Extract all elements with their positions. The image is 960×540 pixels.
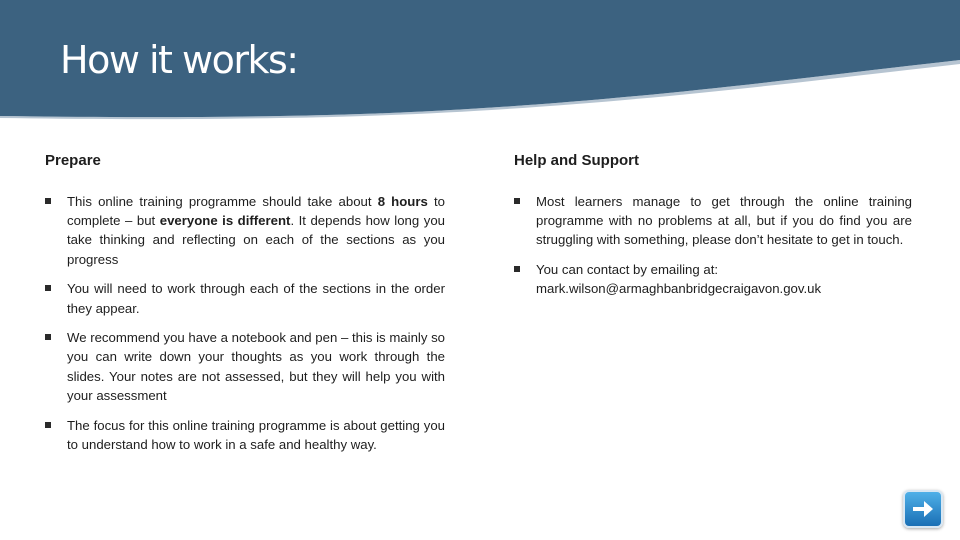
support-column — [514, 150, 912, 309]
prepare-heading: Prepare — [45, 152, 101, 169]
prepare-column — [45, 150, 445, 464]
item-text-part: to complete – but — [67, 194, 445, 229]
next-slide-button[interactable] — [903, 490, 943, 528]
bullet-icon — [45, 334, 51, 340]
item-text: Most learners manage to get through the online training programme with no problems at all, but if you do find you are struggling with something, please don’t hesitate to get in touch. — [536, 194, 912, 248]
list-item — [45, 192, 445, 269]
list-item — [45, 416, 445, 454]
item-text: You will need to work through each of the sections in the order they appear. — [67, 281, 445, 316]
bullet-icon — [45, 422, 51, 428]
list-item — [45, 279, 445, 317]
contact-email[interactable]: mark.wilson@armaghbanbridgecraigavon.gov.uk — [536, 281, 822, 297]
support-list — [514, 192, 912, 299]
contact-text: You can contact by emailing at: — [536, 262, 719, 278]
bullet-icon — [514, 198, 520, 204]
item-text: We recommend you have a notebook and pen – this is mainly so you can write down your thoughts as you work through the slides. Your notes are not assessed, but they will help you with your assessment — [67, 330, 446, 403]
bullet-icon — [45, 198, 51, 204]
page-title: How it works: — [60, 38, 298, 82]
item-text-part: . It depends how long you take thinking and reflecting on each of the sections as you progress — [67, 213, 445, 267]
list-item — [514, 260, 912, 298]
support-heading: Help and Support — [514, 152, 639, 169]
list-item — [45, 328, 445, 405]
item-emphasis: 8 hours — [377, 194, 428, 209]
item-emphasis: everyone is different — [159, 213, 291, 229]
arrow-right-icon — [910, 497, 936, 521]
item-text: The focus for this online training programme is about getting you to understand how to work in a safe and healthy way. — [67, 417, 445, 452]
bullet-icon — [514, 266, 520, 272]
list-item — [514, 192, 912, 250]
item-text-part: This online training programme should take about — [67, 194, 378, 209]
bullet-icon — [45, 285, 51, 291]
prepare-list — [45, 192, 445, 454]
